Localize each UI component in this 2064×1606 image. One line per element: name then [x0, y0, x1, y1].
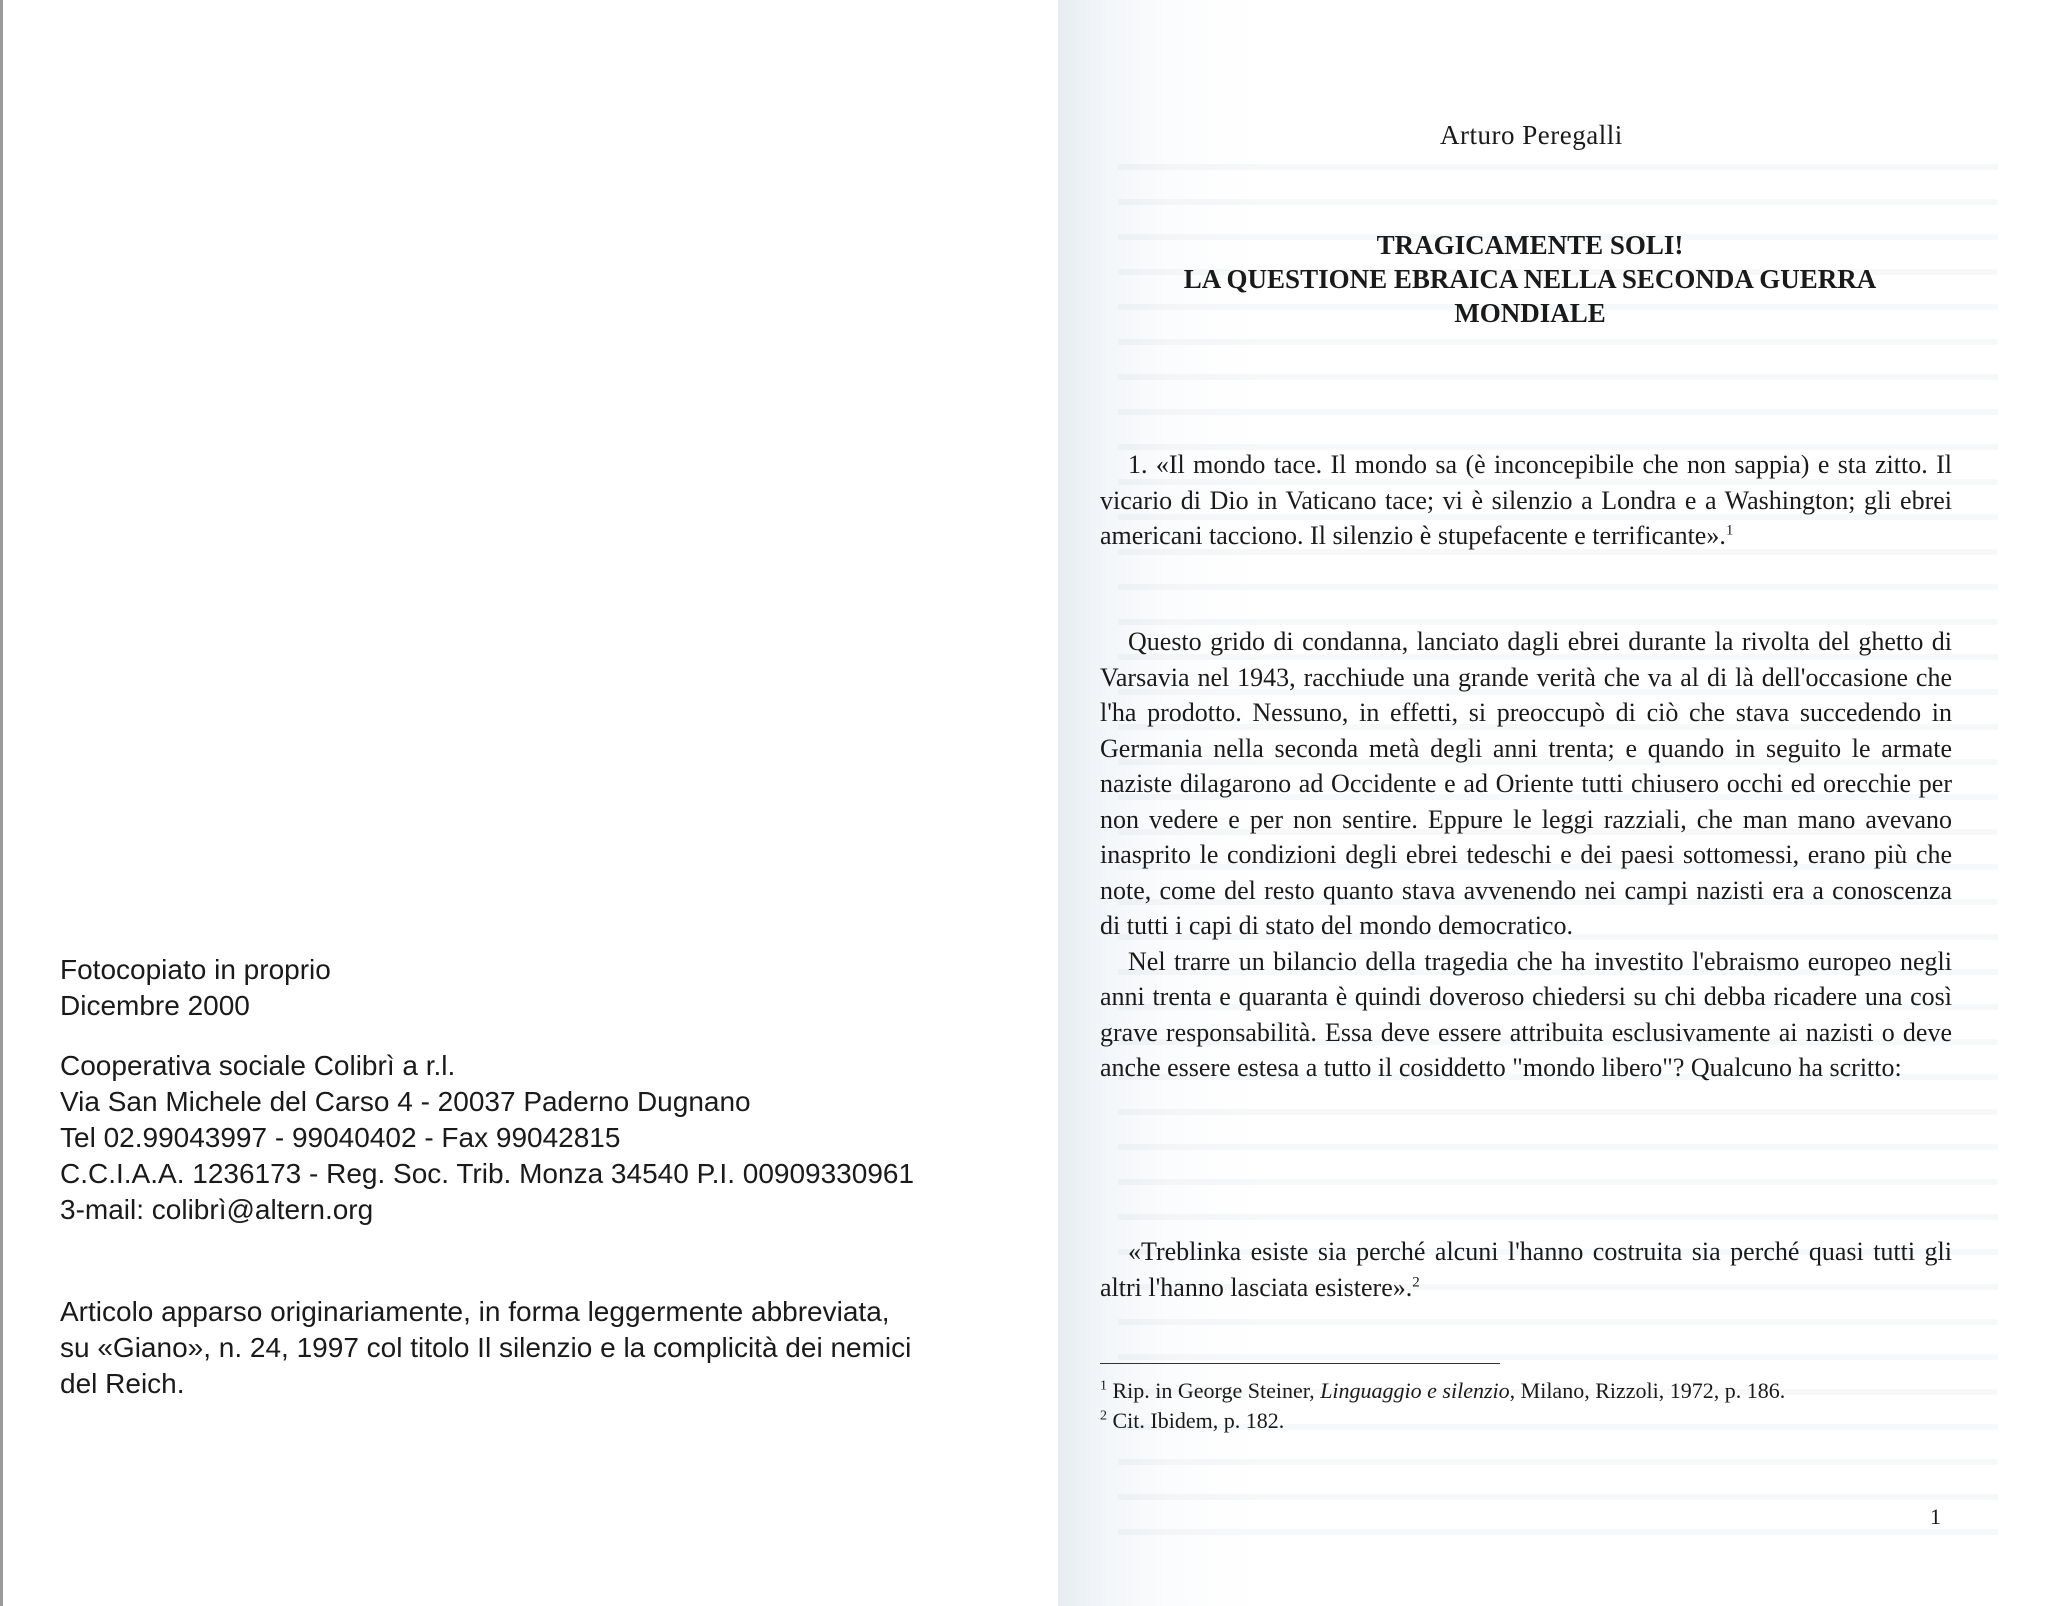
- footnote-ref: 1: [1725, 522, 1734, 539]
- footnote-text: Rip. in George Steiner,: [1112, 1378, 1321, 1403]
- imprint-block: [60, 952, 1040, 1024]
- footnote-ref: 2: [1412, 1273, 1420, 1290]
- page-number: 1: [1930, 1504, 1941, 1529]
- footnote-divider: [1100, 1363, 1500, 1364]
- publisher-line: 3-mail: colibrì@altern.org: [60, 1194, 374, 1225]
- publisher-line: C.C.I.A.A. 1236173 - Reg. Soc. Trib. Monza 34540 P.I. 00909330961: [60, 1158, 915, 1189]
- paragraph-text: Nel trarre un bilancio della tragedia che ha investito l'ebraismo europeo negli anni trenta e quaranta è quindi doveroso chiedersi su chi debba ricadere una così grave responsabilità. Essa deve essere attribuita esclusivamente ai nazisti o deve anche essere estesa a tutto il cosiddetto "mondo libero"? Qualcuno ha scritto:: [1100, 946, 1952, 1082]
- scan-edge: [0, 0, 3, 1606]
- footnote-number: 1: [1100, 1378, 1107, 1394]
- title-line: MONDIALE: [1454, 298, 1606, 328]
- article-title: [1100, 228, 1960, 330]
- footnote: [1100, 1406, 1920, 1436]
- imprint-line: Fotocopiato in proprio: [60, 954, 331, 985]
- footnotes: [1100, 1376, 1920, 1436]
- footnote-text: , Milano, Rizzoli, 1972, p. 186.: [1509, 1378, 1786, 1403]
- footnote-title: Linguaggio e silenzio: [1320, 1378, 1510, 1403]
- paragraph-text: Questo grido di condanna, lanciato dagli ebrei durante la rivolta del ghetto di Varsavia nel 1943, racchiude una grande verità che va al di là dell'occasione che l'ha prodotto. Nessuno, in effetti, si preoccupò di ciò che stava succedendo in Germania nella seconda metà degli anni trenta; e quando in seguito le armate naziste dilagarono ad Occidente e ad Oriente tutti chiusero occhi ed orecchie per non vedere e per non sentire. Eppure le leggi razziali, che man mano avevano inasprito le condizioni degli ebrei tedeschi e dei paesi sottomessi, erano più che note, come del resto quanto stava avvenendo nei campi nazisti era a conoscenza di tutti i capi di stato del mondo democratico.: [1100, 627, 1952, 940]
- article-note-line: Articolo apparso originariamente, in forma leggermente abbreviata,: [60, 1296, 890, 1327]
- block-quote: [1100, 1234, 1952, 1305]
- publisher-block: [60, 1048, 1040, 1228]
- article-note-block: [60, 1294, 1040, 1402]
- publisher-line: Cooperativa sociale Colibrì a r.l.: [60, 1050, 456, 1081]
- author-name: Arturo Peregalli: [1440, 120, 1623, 150]
- publisher-line: Via San Michele del Carso 4 - 20037 Paderno Dugnano: [60, 1086, 751, 1117]
- publisher-line: Tel 02.99043997 - 99040402 - Fax 99042815: [60, 1122, 621, 1153]
- article-note-line: su «Giano», n. 24, 1997 col titolo Il silenzio e la complicità dei nemici: [60, 1332, 912, 1363]
- title-line: TRAGICAMENTE SOLI!: [1376, 230, 1684, 260]
- quote-text: «Treblinka esiste sia perché alcuni l'hanno costruita sia perché quasi tutti gli altri l'hanno lasciata esistere».: [1100, 1237, 1952, 1302]
- title-line: LA QUESTIONE EBRAICA NELLA SECONDA GUERRA: [1183, 264, 1877, 294]
- footnote-text: Cit. Ibidem, p. 182.: [1112, 1408, 1285, 1433]
- imprint-line: Dicembre 2000: [60, 990, 250, 1021]
- footnote: [1100, 1376, 1920, 1406]
- footnote-number: 2: [1100, 1408, 1107, 1424]
- paragraph-opening-quote: [1100, 447, 1952, 554]
- paragraph-text: 1. «Il mondo tace. Il mondo sa (è inconcepibile che non sappia) e sta zitto. Il vicario di Dio in Vaticano tace; vi è silenzio a Londra e a Washington; gli ebrei americani tacciono. Il silenzio è stupefacente e terrificante».: [1100, 450, 1952, 550]
- article-note-line: del Reich.: [60, 1368, 185, 1399]
- body-paragraphs: [1100, 624, 1952, 1086]
